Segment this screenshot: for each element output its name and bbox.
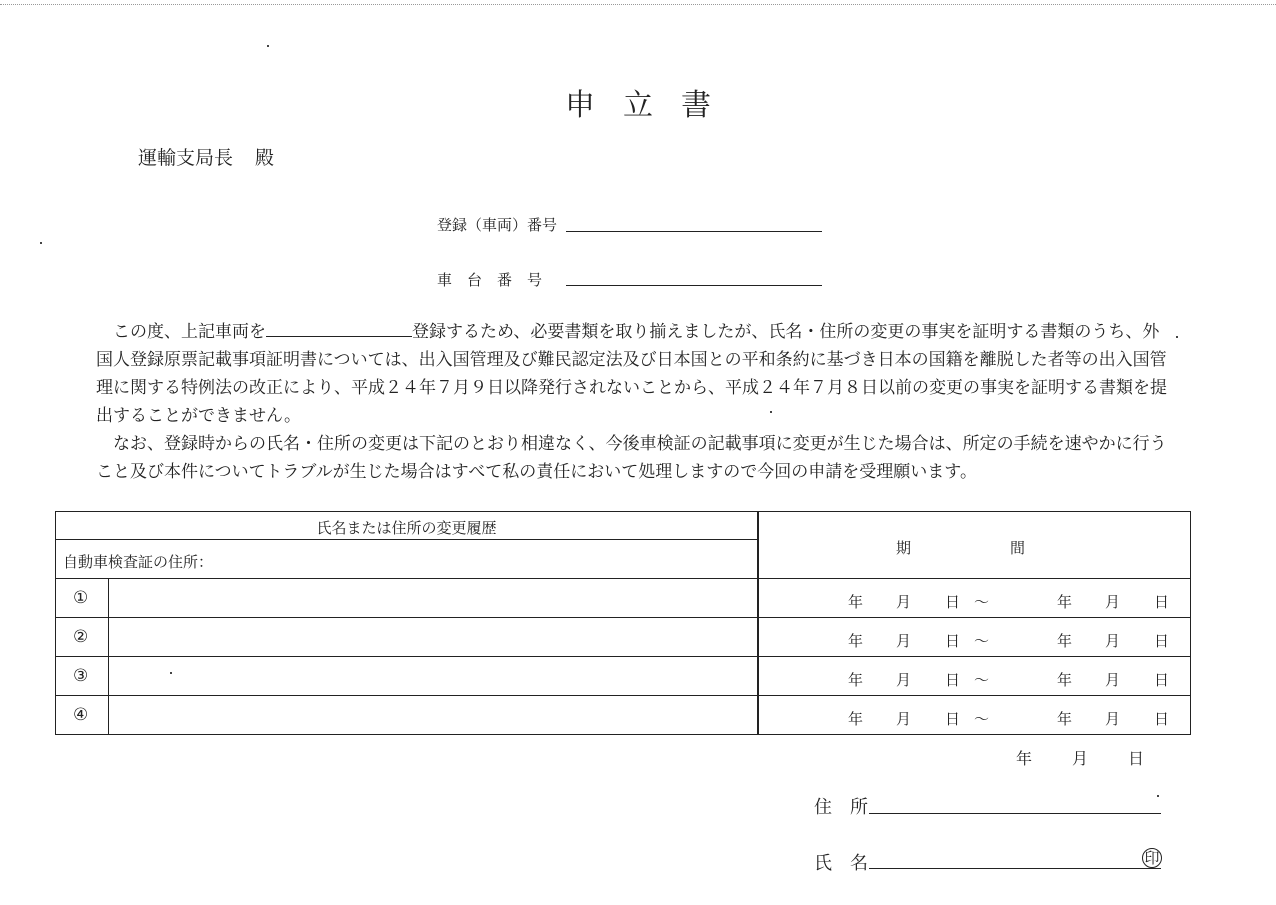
from-year: 年 <box>848 593 864 611</box>
history-header: 氏名または住所の変更履歴 <box>316 519 497 537</box>
applicant-name-line[interactable] <box>869 868 1161 869</box>
table-row-line-4 <box>55 695 1191 696</box>
row-address-cell[interactable] <box>110 658 755 694</box>
from-year: 年 <box>848 710 864 728</box>
row-number: ③ <box>73 666 89 686</box>
addressee <box>138 143 274 170</box>
vehicle-cert-address-label: 自動車検査証の住所： <box>63 553 214 571</box>
from-month: 月 <box>896 593 912 611</box>
from-day: 日 <box>945 593 961 611</box>
applicant-name-label: 氏 名 <box>814 853 868 874</box>
table-number-divider <box>108 578 109 735</box>
chassis-number-line[interactable] <box>566 285 822 286</box>
to-day: 日 <box>1154 710 1170 728</box>
from-month: 月 <box>896 671 912 689</box>
to-month: 月 <box>1105 710 1121 728</box>
to-year: 年 <box>1057 710 1073 728</box>
row-number: ② <box>73 627 89 647</box>
to-month: 月 <box>1105 632 1121 650</box>
registration-type-blank[interactable] <box>266 320 412 337</box>
scan-speck <box>267 45 269 47</box>
scan-speck <box>170 672 172 674</box>
sign-date-day: 日 <box>1128 749 1145 768</box>
row-address-cell[interactable] <box>110 619 755 655</box>
to-day: 日 <box>1154 632 1170 650</box>
to-month: 月 <box>1105 593 1121 611</box>
range-tilde: ～ <box>974 593 990 611</box>
range-tilde: ～ <box>974 710 990 728</box>
to-year: 年 <box>1057 671 1073 689</box>
statement-paragraph-2 <box>96 430 1176 486</box>
chassis-number-label: 車 台 番 号 <box>437 271 543 289</box>
period-header-ki: 期 <box>896 539 912 557</box>
table-divider-main <box>757 511 759 735</box>
from-day: 日 <box>945 632 961 650</box>
from-month: 月 <box>896 710 912 728</box>
statement-paragraph-1 <box>96 318 1176 430</box>
row-address-cell[interactable] <box>110 580 755 616</box>
to-month: 月 <box>1105 671 1121 689</box>
sign-date-year: 年 <box>1016 749 1033 768</box>
range-tilde: ～ <box>974 632 990 650</box>
from-day: 日 <box>945 710 961 728</box>
registration-number-line[interactable] <box>566 231 822 232</box>
row-number: ① <box>73 588 89 608</box>
from-month: 月 <box>896 632 912 650</box>
row-number: ④ <box>73 705 89 725</box>
paragraph2-text: なお、登録時からの氏名・住所の変更は下記のとおり相違なく、今後車検証の記載事項に変更が生じた場合は、所定の手続を速やかに行うこと及び本件についてトラブルが生じた場合はすべて私の責任において処理しますので今回の申請を受理願います。 <box>96 434 1167 482</box>
paragraph1-rest: 登録するため、必要書類を取り揃えましたが、氏名・住所の変更の事実を証明する書類のうち、外国人登録原票記載事項証明書については、出入国管理及び難民認定法及び日本国との平和条約に基づき日本の国籍を離脱した者等の出入国管理に関する特例法の改正により、平成２４年７月９日以降発行されないことから、平成２４年７月８日以前の変更の事実を証明する書類を提出することができません。 <box>96 322 1167 426</box>
table-row-line-1 <box>55 578 1191 579</box>
period-header-kan: 間 <box>1010 539 1026 557</box>
to-year: 年 <box>1057 632 1073 650</box>
scan-speck <box>40 242 42 244</box>
to-day: 日 <box>1154 671 1170 689</box>
row-address-cell[interactable] <box>110 697 755 733</box>
table-header-divider <box>55 539 758 540</box>
to-day: 日 <box>1154 593 1170 611</box>
scan-speck <box>1176 336 1178 338</box>
to-year: 年 <box>1057 593 1073 611</box>
seal-mark: 印 <box>1142 848 1162 868</box>
scan-speck <box>770 411 772 413</box>
scan-top-edge <box>0 4 1276 5</box>
registration-number-label: 登録（車両）番号 <box>437 216 558 234</box>
from-year: 年 <box>848 632 864 650</box>
applicant-address-label: 住 所 <box>814 797 868 818</box>
table-row-line-2 <box>55 617 1191 618</box>
paragraph1-lead: この度、上記車両を <box>113 322 266 342</box>
from-year: 年 <box>848 671 864 689</box>
addressee-name: 運輸支局長 <box>138 147 234 169</box>
range-tilde: ～ <box>974 671 990 689</box>
scan-speck <box>1157 795 1159 797</box>
document-title: 申立書 <box>565 88 739 123</box>
addressee-honorific: 殿 <box>255 147 275 169</box>
table-row-line-3 <box>55 656 1191 657</box>
from-day: 日 <box>945 671 961 689</box>
sign-date-month: 月 <box>1072 749 1089 768</box>
applicant-address-line[interactable] <box>869 813 1161 814</box>
